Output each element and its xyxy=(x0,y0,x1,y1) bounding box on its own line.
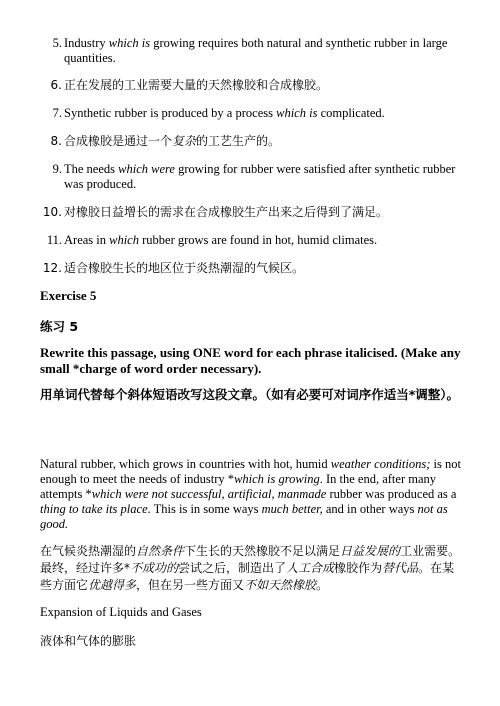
item-number: 6. xyxy=(50,78,62,92)
italic-phrase: 人工合成 xyxy=(286,561,335,575)
exercise-title: Exercise 5 xyxy=(40,288,97,303)
item-number: 11. xyxy=(46,233,62,247)
italic-phrase: 优越得多 xyxy=(88,578,137,592)
item-text: Synthetic rubber is produced by a process which is complicated. xyxy=(64,106,385,120)
item-text: Industry which is growing requires both natural and synthetic rubber in large quantities. xyxy=(64,36,448,65)
list-item xyxy=(40,261,465,276)
list-item xyxy=(40,162,465,192)
item-number: 10. xyxy=(42,205,62,219)
italic-phrase: which is xyxy=(108,36,151,50)
italic-phrase: which xyxy=(109,233,139,247)
italic-phrase: which is growing xyxy=(234,472,320,486)
item-text: 对橡胶日益增长的需求在合成橡胶生产出来之后得到了满足。 xyxy=(64,205,389,219)
item-text: Areas in which rubber grows are found in hot, humid climates. xyxy=(64,233,378,247)
exercise-title-zh: 练习 5 xyxy=(40,319,79,334)
item-number: 5. xyxy=(52,36,62,50)
list-item xyxy=(40,233,465,248)
italic-phrase: 自然条件 xyxy=(136,544,185,558)
section-heading: Expansion of Liquids and Gases xyxy=(40,605,202,619)
passage-paragraph-zh: 在气候炎热潮湿的自然条件下生长的天然橡胶不足以满足日益发展的工业需要。最终，经过许多*不成功的尝试之后，制造出了人工合成橡胶作为替代品。在某些方面它优越得多，但在另一些方面又不如天然橡胶。 xyxy=(40,544,461,592)
italic-phrase: weather conditions; xyxy=(330,457,431,471)
item-text: 正在发展的工业需要大量的天然橡胶和合成橡胶。 xyxy=(64,78,329,92)
item-text: 适合橡胶生长的地区位于炎热潮湿的气候区。 xyxy=(64,261,305,275)
passage-paragraph: Natural rubber, which grows in countries with hot, humid weather conditions; is not enough to meet the needs of industry *which is growing. In the end, after many attempts *which were not successful, artificial, manmade rubber was produced as a thing to take its place. This is in some ways much better, and in other ways not as good. xyxy=(40,457,461,531)
list-item xyxy=(40,205,465,220)
item-number: 8. xyxy=(50,134,62,148)
italic-phrase: 日益发展的 xyxy=(340,544,401,558)
item-number: 12. xyxy=(42,261,62,275)
italic-phrase: which were xyxy=(118,162,175,176)
italic-phrase: thing to take its place xyxy=(40,502,148,516)
section-heading-zh: 液体和气体的膨胀 xyxy=(40,634,137,648)
item-number: 9. xyxy=(52,162,62,176)
italic-phrase: 替代品 xyxy=(382,561,419,575)
italic-phrase: much better, xyxy=(261,502,323,516)
italic-phrase: which is xyxy=(276,106,318,120)
item-number: 7. xyxy=(52,106,62,120)
italic-phrase: 不如天然橡胶 xyxy=(244,578,317,592)
exercise-instruction: Rewrite this passage, using ONE word for each phrase italicised. (Make any small *charge of word order necessary). xyxy=(40,345,461,376)
italic-phrase: 复杂 xyxy=(172,134,197,148)
list-item xyxy=(40,78,465,93)
list-item xyxy=(40,134,465,149)
list-item xyxy=(40,36,465,66)
list-item xyxy=(40,106,465,121)
item-text: 合成橡胶是通过一个复杂的工艺生产的。 xyxy=(64,134,281,148)
item-text: The needs which were growing for rubber were satisfied after synthetic rubber was produced. xyxy=(64,162,456,191)
exercise-instruction-zh: 用单词代替每个斜体短语改写这段文章。（如有必要可对词序作适当*调整）。 xyxy=(40,387,460,402)
italic-phrase: not as good. xyxy=(40,502,448,531)
italic-phrase: 不成功的 xyxy=(130,561,179,575)
italic-phrase: which were not successful, artificial, manmade xyxy=(91,487,327,501)
